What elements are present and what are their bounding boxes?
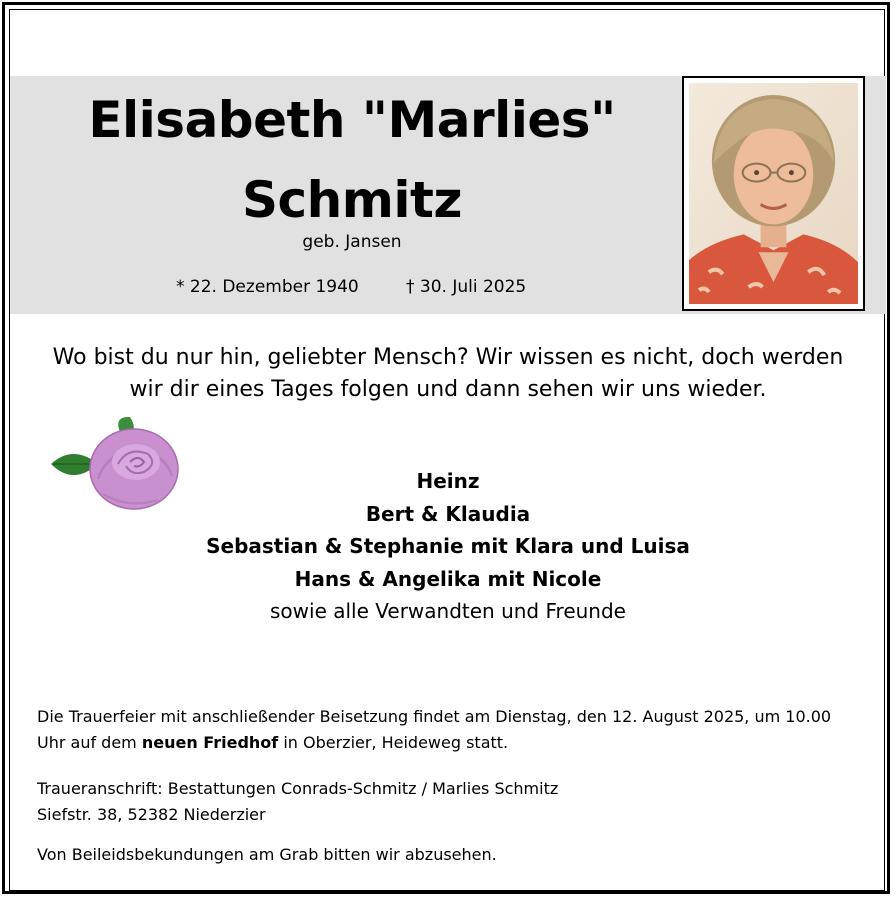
quote-line-2: wir dir eines Tages folgen und dann sehen wir uns wieder. (129, 377, 767, 402)
portrait-photo (682, 76, 865, 311)
death-date: † 30. Juli 2025 (406, 277, 527, 297)
mourners-footer: sowie alle Verwandten und Freunde (270, 599, 626, 623)
birth-date: * 22. Dezember 1940 (176, 277, 359, 297)
deceased-name (52, 80, 652, 240)
portrait-icon (689, 83, 858, 304)
service-details (37, 704, 857, 868)
address-line-2: Siefstr. 38, 52382 Niederzier (37, 805, 266, 824)
mourning-address (37, 776, 857, 828)
cemetery-name: neuen Friedhof (141, 733, 279, 752)
mourner-line: Heinz (416, 469, 480, 493)
address-line-1: Traueranschrift: Bestattungen Conrads-Schmitz / Marlies Schmitz (37, 779, 559, 798)
name-line-1: Elisabeth "Marlies" (88, 91, 616, 149)
quote-line-1: Wo bist du nur hin, geliebter Mensch? Wir wissen es nicht, doch werden (52, 345, 844, 370)
service-text: Die Trauerfeier mit anschließender Beisetzung findet am Dienstag, den 12. August 2025, um 10.00 Uhr auf dem (37, 707, 832, 752)
birth-name: geb. Jansen (302, 232, 402, 252)
closing-note: Von Beileidsbekundungen am Grab bitten wir abzusehen. (37, 845, 497, 864)
mourner-line: Hans & Angelika mit Nicole (294, 566, 602, 591)
service-info (37, 704, 857, 756)
mourners-list (110, 465, 786, 628)
name-line-2: Schmitz (242, 171, 462, 229)
memorial-quote (30, 342, 866, 406)
mourner-line: Sebastian & Stephanie mit Klara und Luisa (206, 534, 690, 558)
service-text-end: in Oberzier, Heideweg statt. (278, 733, 509, 752)
mourner-line: Bert & Klaudia (365, 501, 531, 526)
